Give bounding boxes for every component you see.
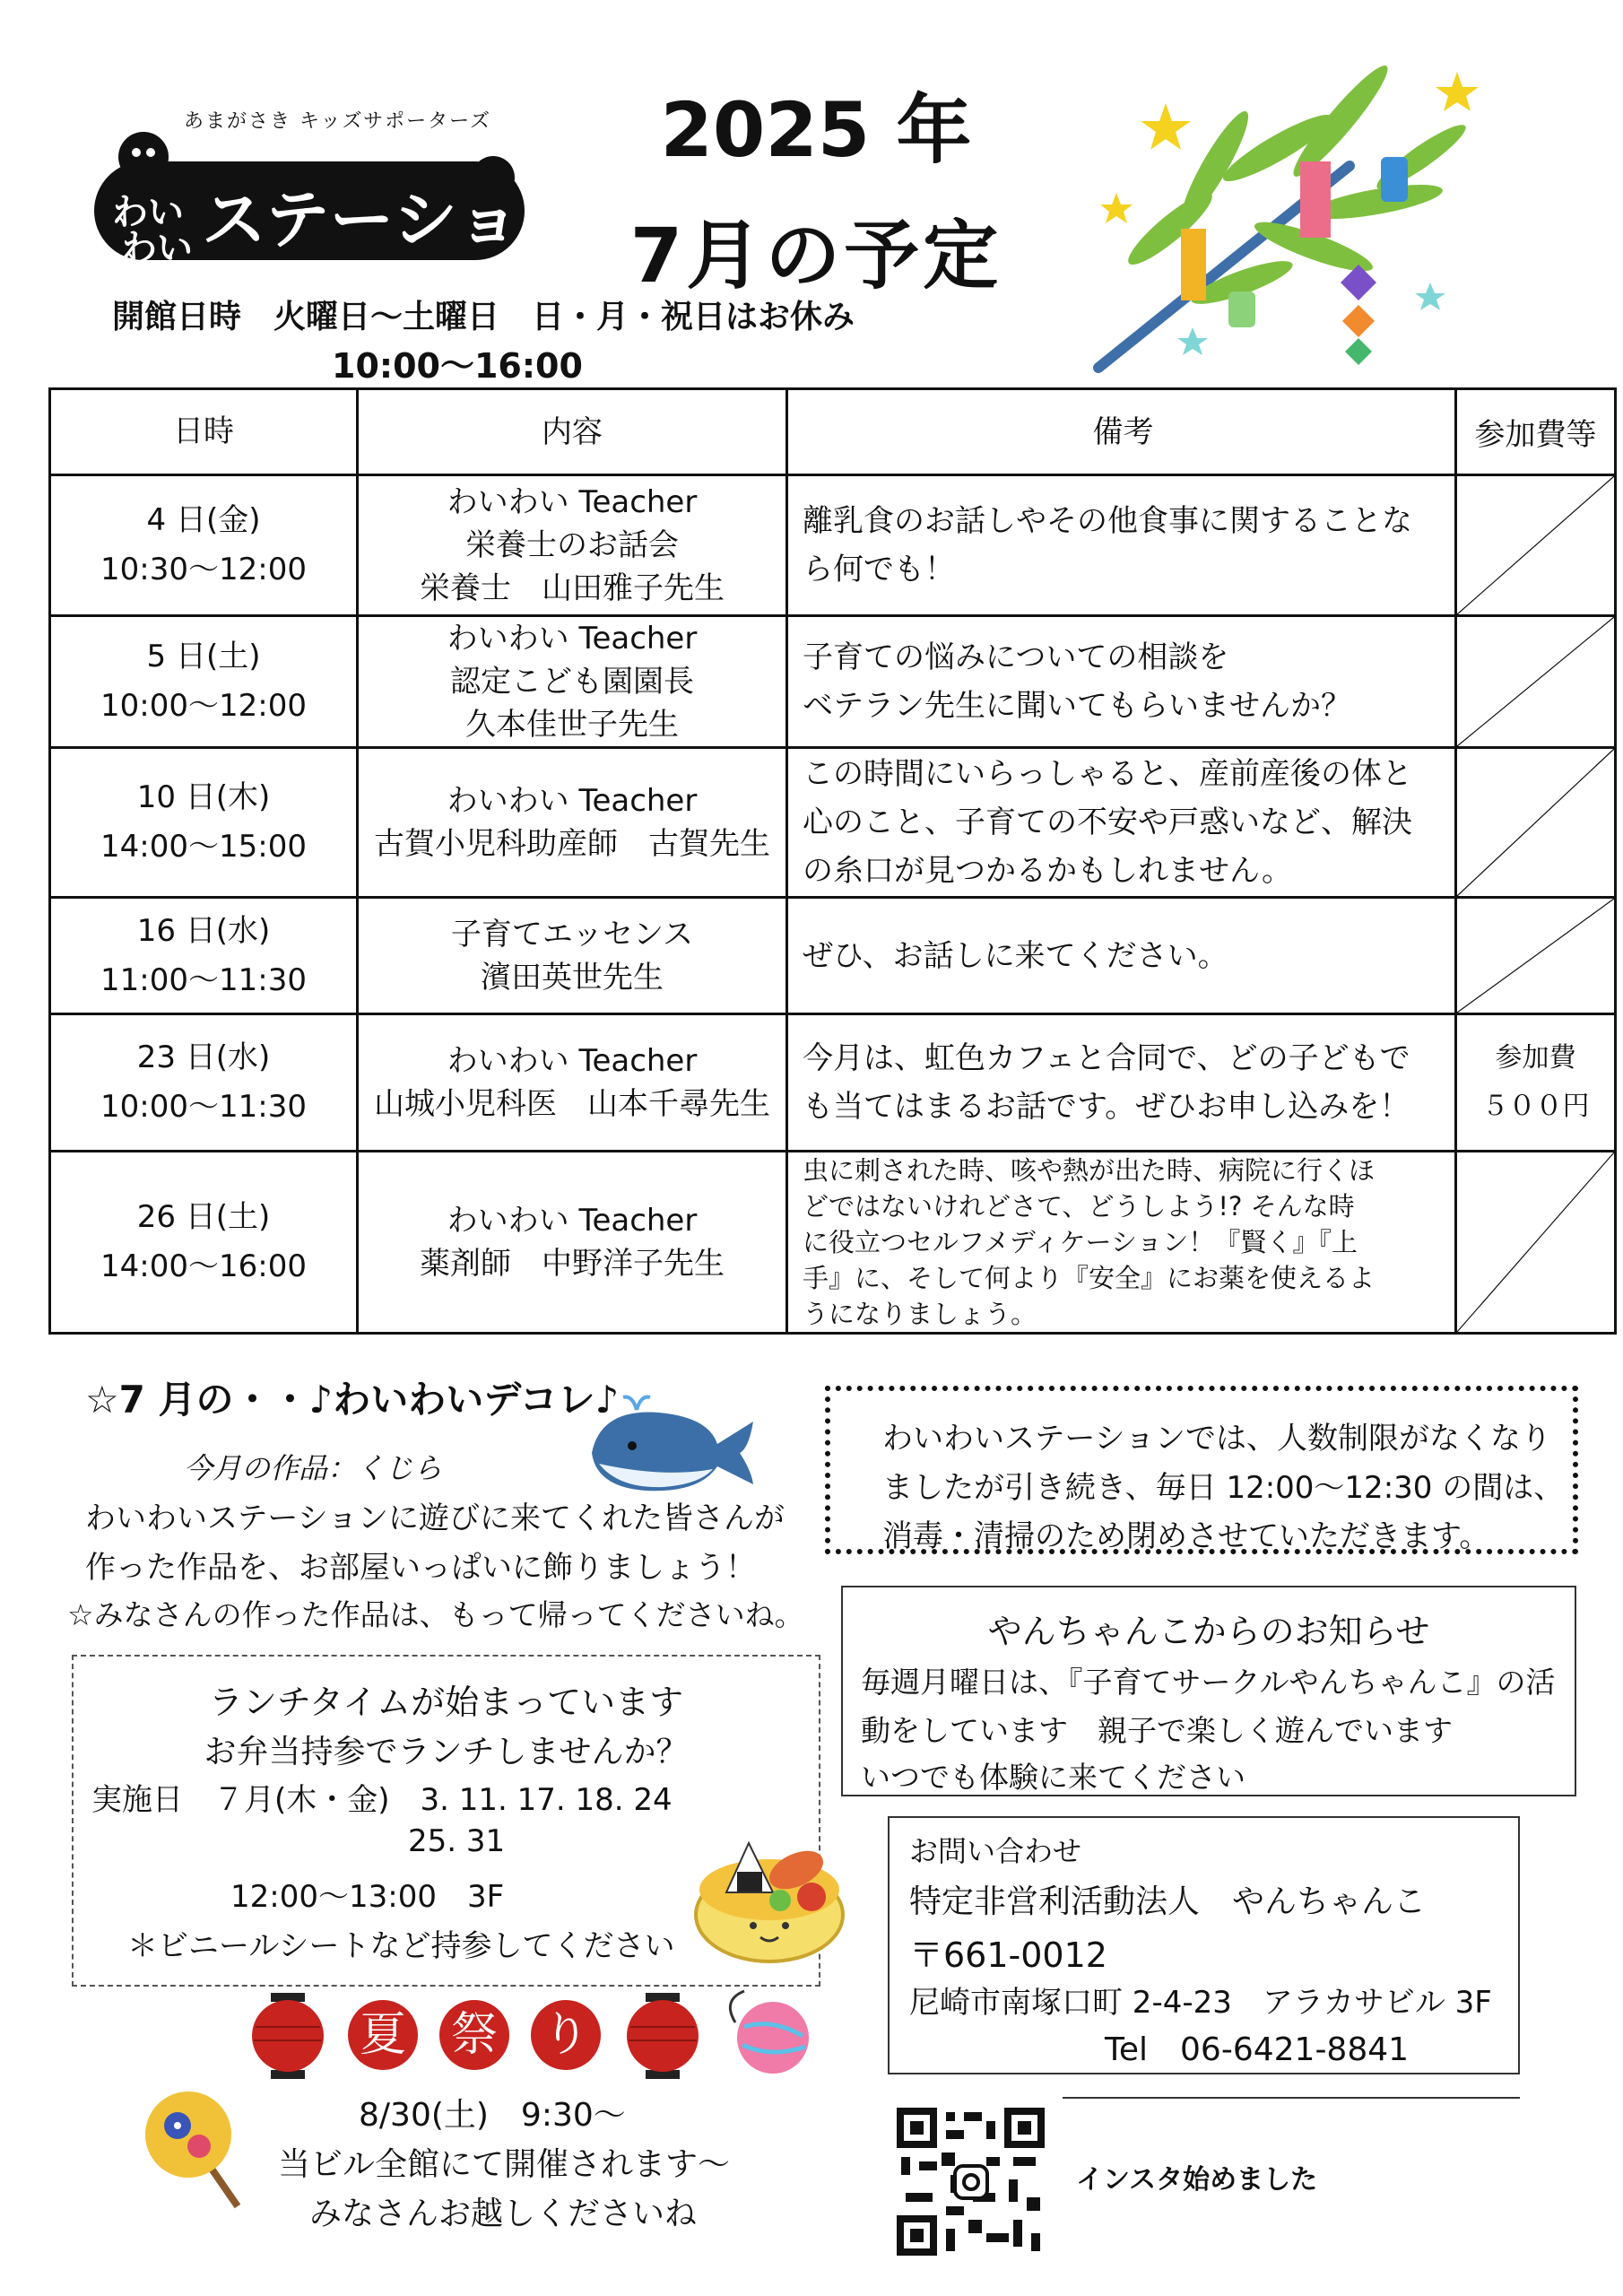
row-note-line: 離乳食のお話しやその他食事に関することな: [803, 503, 1412, 539]
row-content-cell: [358, 1014, 787, 1152]
row-note-line: 子育ての悩みについての相談を: [803, 639, 1229, 675]
row-date: 16 日(水): [136, 912, 271, 949]
empty-cell-slash: [1457, 617, 1614, 746]
row-note-line: 虫に刺された時、咳や熱が出た時、病院に行くほ: [803, 1155, 1376, 1186]
festival-date: 8/30(土) 9:30～: [359, 2097, 626, 2134]
row-time: 10:00～12:00: [100, 688, 307, 724]
row-note-cell: [787, 1014, 1456, 1152]
row-fee-cell: [1456, 748, 1616, 898]
deco-text: わいわいステーションに遊びに来てくれた皆さんが: [85, 1500, 785, 1536]
yanchanko-title: やんちゃんこからのお知らせ: [987, 1612, 1430, 1651]
row-content-line: 薬剤師 中野洋子先生: [420, 1246, 725, 1282]
bento-illustration: [690, 1807, 847, 1964]
row-time: 10:30～12:00: [100, 552, 307, 587]
row-date: 10 日(木): [136, 779, 271, 815]
lunch-note: ＊ビニールシートなど持参してください: [127, 1928, 675, 1964]
lunch-time: 12:00～13:00 3F: [230, 1879, 505, 1915]
row-content-line: 認定こども園園長: [450, 664, 694, 700]
row-note-cell: [787, 748, 1456, 898]
row-note-line: も当てはまるお話です。ぜひお申し込みを！: [803, 1089, 1410, 1125]
row-content-line: わいわい Teacher: [447, 1203, 698, 1239]
schedule-table: [48, 387, 1617, 1335]
row-content-line: 濱田英世先生: [481, 959, 664, 996]
lunch-dates: 実施日 ７月(木・金) 3. 11. 17. 18. 24: [91, 1782, 673, 1818]
row-date-cell: [50, 475, 358, 616]
row-content-line: 栄養士のお話会: [465, 527, 679, 563]
instagram-label: インスタ始めました: [1076, 2164, 1318, 2196]
header-content: 内容: [358, 389, 787, 475]
lantern-icon: [626, 1991, 699, 2081]
festival-char: り: [531, 2000, 601, 2070]
svg-text:わい: わい: [121, 228, 193, 269]
table-row: [50, 1152, 1616, 1334]
contact-phone: Tel 06-6421-8841: [1105, 2031, 1410, 2068]
row-note-line: に役立つセルフメディケーション！『賢く』『上: [803, 1227, 1358, 1257]
row-note-line: ぜひ、お話しに来てください。: [803, 937, 1228, 974]
fee-amount: ５００円: [1481, 1091, 1590, 1122]
row-date-cell: [50, 616, 358, 748]
row-content-line: 山城小児科医 山本千尋先生: [374, 1086, 770, 1122]
row-fee-cell: [1456, 1014, 1616, 1152]
instagram-qr-code: [897, 2108, 1045, 2256]
empty-cell-slash: [1457, 1152, 1614, 1332]
notice-text: 消毒・清掃のため閉めさせていただきます。: [882, 1518, 1490, 1554]
table-row: [50, 475, 1616, 616]
row-note-line: 手』に、そして何より『安全』にお薬を使えるよ: [803, 1263, 1376, 1293]
yanchanko-text: 動をしています 親子で楽しく遊んでいます: [861, 1713, 1453, 1748]
row-content-line: わいわい Teacher: [447, 621, 698, 657]
opening-hours: 10:00～16:00: [332, 346, 583, 386]
row-date-cell: [50, 1152, 358, 1334]
row-content-cell: [358, 616, 787, 748]
row-date-cell: [50, 748, 358, 898]
table-row: [50, 1014, 1616, 1152]
svg-text:わい: わい: [112, 192, 184, 233]
row-note-cell: [787, 616, 1456, 748]
deco-title: ☆7 月の・・♪わいわいデコレ♪: [85, 1378, 620, 1422]
row-time: 14:00～16:00: [100, 1248, 307, 1284]
lunch-title: ランチタイムが始まっています: [208, 1683, 684, 1722]
row-date: 5 日(土): [146, 639, 261, 674]
row-note-cell: [787, 1152, 1456, 1334]
row-note-line: 今月は、虹色カフェと合同で、どの子どもで: [803, 1040, 1410, 1076]
row-content-cell: [358, 748, 787, 898]
contact-postal: 〒661-0012: [909, 1935, 1107, 1975]
empty-cell-slash: [1457, 749, 1614, 896]
row-content-cell: [358, 1152, 787, 1334]
festival-char: 夏: [348, 2000, 418, 2070]
water-balloon-icon: [717, 1982, 816, 2081]
row-fee-cell: [1456, 616, 1616, 748]
festival-char: 祭: [439, 2000, 509, 2070]
row-content-line: わいわい Teacher: [447, 1043, 698, 1079]
row-note-cell: [787, 475, 1456, 616]
header-date: 日時: [50, 389, 358, 475]
row-date: 26 日(土): [136, 1199, 271, 1235]
table-row: [50, 616, 1616, 748]
notice-text: わいわいステーションでは、人数制限がなくなり: [882, 1421, 1551, 1457]
table-row: [50, 898, 1616, 1014]
lunch-subtitle: お弁当持参でランチしませんか？: [204, 1734, 689, 1770]
table-row: [50, 748, 1616, 898]
contact-address: 尼崎市南塚口町 2-4-23 アラカサビル 3F: [909, 1985, 1492, 2021]
opening-days: 開館日時 火曜日～土曜日 日・月・祝日はお休み: [112, 299, 855, 335]
fee-label: 参加費: [1495, 1042, 1576, 1074]
row-date-cell: [50, 898, 358, 1014]
row-content-cell: [358, 898, 787, 1014]
deco-text: 作った作品を、お部屋いっぱいに飾りましょう！: [85, 1550, 756, 1586]
row-time: 14:00～15:00: [100, 829, 307, 865]
table-header-row: [50, 389, 1616, 475]
lantern-icon: [251, 1991, 325, 2081]
row-time: 11:00～11:30: [100, 961, 307, 998]
row-date-cell: [50, 1014, 358, 1152]
divider: [1063, 2097, 1520, 2099]
header-note: 備考: [787, 389, 1456, 475]
row-note-line: この時間にいらっしゃると、産前産後の体と: [803, 756, 1412, 792]
logo-waiwai-station: [90, 126, 586, 291]
yanchanko-text: 毎週月曜日は、『子育てサークルやんちゃんこ』の活: [861, 1665, 1556, 1700]
row-content-line: 栄養士 山田雅子先生: [420, 570, 725, 606]
lunch-dates-cont: 25. 31: [408, 1823, 506, 1859]
empty-cell-slash: [1457, 899, 1614, 1013]
notice-text: ましたが引き続き、毎日 12:00～12:30 の間は、: [882, 1470, 1565, 1506]
title-year: 2025 年: [660, 86, 972, 174]
row-content-line: 久本佳世子先生: [465, 707, 679, 743]
row-content-cell: [358, 475, 787, 616]
row-note-cell: [787, 898, 1456, 1014]
contact-label: お問い合わせ: [909, 1834, 1082, 1868]
row-note-line: うになりましょう。: [803, 1299, 1037, 1329]
row-fee-cell: [1456, 475, 1616, 616]
fan-icon: [143, 2085, 251, 2211]
deco-text: ☆みなさんの作った作品は、もって帰ってくださいね。: [67, 1597, 804, 1632]
row-time: 10:00～11:30: [100, 1089, 307, 1125]
row-note-line: 心のこと、子育ての不安や戸惑いなど、解決: [803, 804, 1412, 840]
svg-text:ステーション: ステーション: [202, 182, 586, 257]
contact-organization: 特定非営利活動法人 やんちゃんこ: [909, 1883, 1427, 1920]
festival-text: みなさんお越しくださいね: [309, 2196, 698, 2232]
yanchanko-text: いつでも体験に来てください: [861, 1760, 1245, 1795]
empty-cell-slash: [1457, 476, 1614, 614]
logo-tagline: あまがさき キッズサポーターズ: [184, 110, 492, 133]
row-note-line: どではないけれどさて、どうしよう!? そんな時: [803, 1191, 1355, 1222]
row-note-line: ベテラン先生に聞いてもらいませんか？: [803, 688, 1351, 724]
contact-info: [888, 1816, 1520, 2074]
tanabata-bamboo-illustration: [1081, 58, 1497, 381]
deco-subtitle: 今月の作品：くじら: [184, 1451, 443, 1485]
header-fee: 参加費等: [1456, 389, 1616, 475]
row-content-line: わいわい Teacher: [447, 783, 698, 819]
row-content-line: 古賀小児科助産師 古賀先生: [374, 826, 770, 862]
row-date: 23 日(水): [136, 1039, 271, 1075]
row-content-line: わいわい Teacher: [447, 484, 698, 520]
row-date: 4 日(金): [146, 502, 261, 538]
page-title: 7月の予定: [629, 212, 1002, 300]
whale-illustration: [583, 1390, 762, 1502]
row-note-line: の糸口が見つかるかもしれません。: [803, 853, 1293, 889]
row-fee-cell: [1456, 1152, 1616, 1334]
row-content-line: 子育てエッセンス: [450, 916, 694, 952]
row-note-line: ら何でも！: [803, 552, 955, 587]
yanchanko-notice: [841, 1586, 1576, 1796]
festival-text: 当ビル全館にて開催されます～: [278, 2146, 731, 2183]
closure-notice: [825, 1386, 1578, 1554]
row-fee-cell: [1456, 898, 1616, 1014]
